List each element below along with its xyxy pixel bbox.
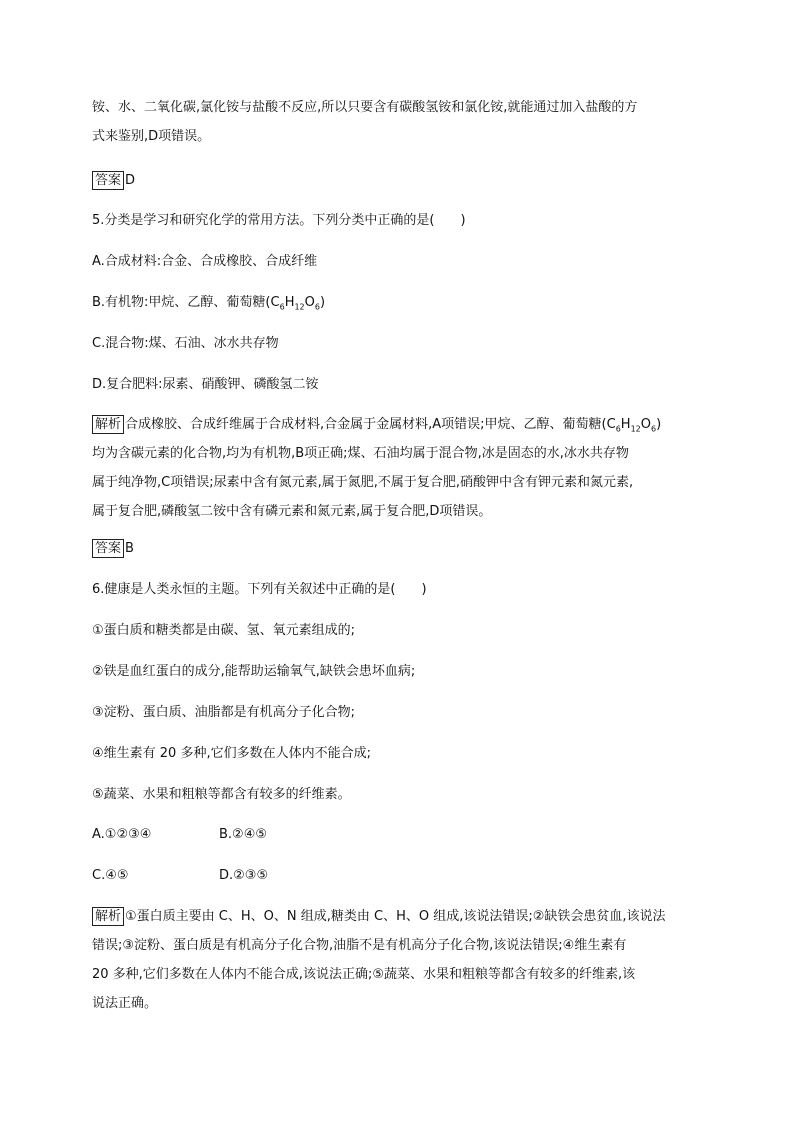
q4-tail-line1: 铵、水、二氧化碳,氯化铵与盐酸不反应,所以只要含有碳酸氢铵和氯化铵,就能通过加入盐酸的方 <box>92 100 638 115</box>
q6-option-d: D.②③⑤ <box>219 868 269 883</box>
q5-option-c: C.混合物:煤、石油、冰水共存物 <box>92 336 279 351</box>
q5-stem: 5.分类是学习和研究化学的常用方法。下列分类中正确的是( ) <box>92 213 466 228</box>
q6-item-4: ④维生素有 20 多种,它们多数在人体内不能合成; <box>92 746 371 761</box>
analysis-tag: 解析 <box>92 415 124 434</box>
q6-option-a: A.①②③④ <box>92 827 152 842</box>
q6-item-2: ②铁是血红蛋白的成分,能帮助运输氧气,缺铁会患坏血病; <box>92 664 416 679</box>
q6-analysis: 解析 ①蛋白质主要由 C、H、O、N 组成,糖类由 C、H、O 组成,该说法错误;②缺铁会患贫血,该说法 错误;③淀粉、蛋白质是有机高分子化合物,油脂不是有机高分子化合物,该说法错误;④维生素有 20 多种,它们多数在人体内不能合成,该说法正确;⑤蔬菜、水果和粗粮等都含有较多的纤维素,该 说法正确。 <box>92 909 666 1011</box>
q5-option-d: D.复合肥料:尿素、硝酸钾、磷酸氢二铵 <box>92 377 319 392</box>
q6-item-5: ⑤蔬菜、水果和粗粮等都含有较多的纤维素。 <box>92 787 351 802</box>
q5-option-b: B.有机物:甲烷、乙醇、葡萄糖$(C_6H_{12}O_6)$ <box>92 295 326 312</box>
q5-analysis: 解析 合成橡胶、合成纤维属于合成材料,合金属于金属材料,A项错误;甲烷、乙醇、葡萄糖$(C_6H_{12}O_6)$ 均为含碳元素的化合物,均为有机物,B项正确;煤、石油均属于混合物,冰是固态的水,冰水共存物 属于纯净物,C项错误;尿素中含有氮元素,属于氮肥,不属于复合肥,硝酸钾中含有钾元素和氮元素, 属于复合肥,磷酸氢二铵中含有磷元素和氮元素,属于复合肥,D项错误。 <box>92 417 662 519</box>
q6-item-3: ③淀粉、蛋白质、油脂都是有机高分子化合物; <box>92 705 356 720</box>
q6-options-row-2 <box>92 866 704 886</box>
q6-options-row-1 <box>92 825 704 845</box>
q4-tail-line2: 式来鉴别,D项错误。 <box>92 129 211 144</box>
q6-option-c: C.④⑤ <box>92 868 129 883</box>
answer-value: B <box>125 541 134 556</box>
q5-option-a: A.合成材料:合金、合成橡胶、合成纤维 <box>92 254 318 269</box>
answer-tag: 答案 <box>92 171 124 190</box>
q6-option-b: B.②④⑤ <box>219 827 268 842</box>
q4-analysis-tail <box>92 93 704 151</box>
analysis-tag: 解析 <box>92 907 124 926</box>
q4-answer <box>92 166 704 195</box>
q6-item-1: ①蛋白质和糖类都是由碳、氢、氧元素组成的; <box>92 623 356 638</box>
answer-tag: 答案 <box>92 539 124 558</box>
q5-answer <box>92 534 704 563</box>
answer-value: D <box>125 173 136 188</box>
q6-stem: 6.健康是人类永恒的主题。下列有关叙述中正确的是( ) <box>92 582 427 597</box>
